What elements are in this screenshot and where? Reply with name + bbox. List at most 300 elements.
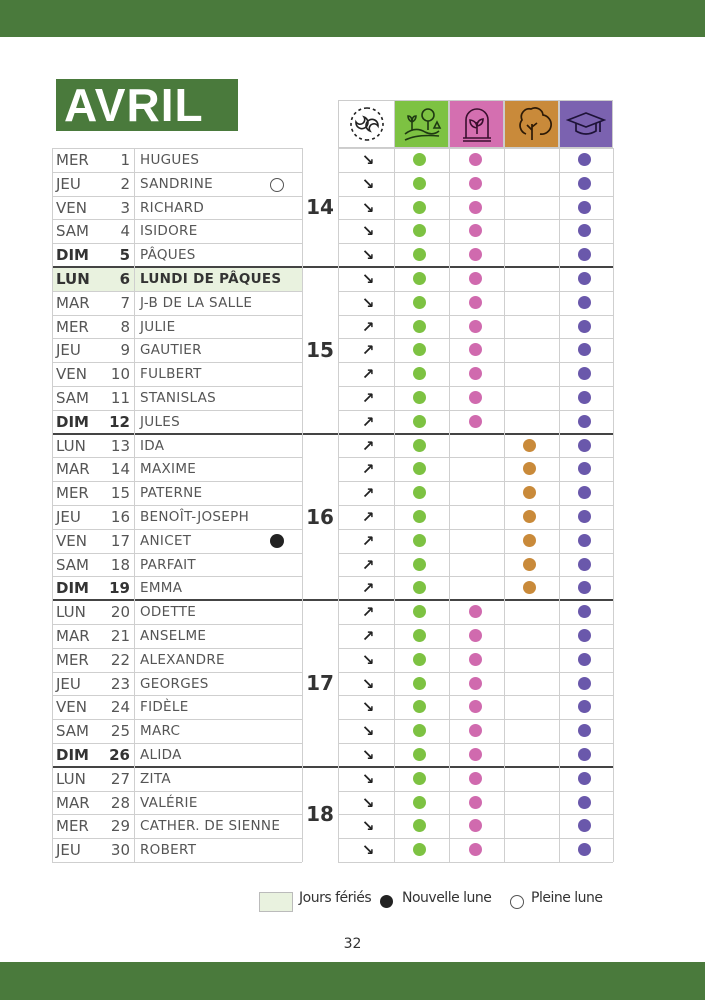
garden-dot <box>413 462 426 475</box>
day-number: 19 <box>109 579 130 598</box>
graduation-dot <box>578 153 591 166</box>
day-name: MAR <box>56 293 90 312</box>
column-line <box>504 148 505 862</box>
garden-dot <box>413 605 426 618</box>
arrow-up-right-icon: ↗ <box>361 555 375 574</box>
day-name: MER <box>56 650 89 669</box>
plant-dot <box>469 700 482 713</box>
row-line <box>52 838 302 839</box>
garden-dot <box>413 415 426 428</box>
week-number: 17 <box>306 671 334 696</box>
row-line <box>338 814 613 815</box>
garden-dot <box>413 534 426 547</box>
saint-name: PÂQUES <box>140 247 196 264</box>
saint-name: J-B DE LA SALLE <box>140 294 253 311</box>
saint-name: EMMA <box>140 580 183 597</box>
row-line <box>52 576 302 577</box>
row-line <box>52 362 302 363</box>
plant-dot <box>469 343 482 356</box>
top-band <box>0 0 705 37</box>
arrow-down-right-icon: ↘ <box>361 841 375 860</box>
graduation-dot <box>578 796 591 809</box>
graduation-dot <box>578 819 591 832</box>
garden-dot <box>413 819 426 832</box>
day-name: SAM <box>56 389 90 407</box>
graduation-dot <box>578 272 591 285</box>
day-name: JEU <box>56 674 81 693</box>
plant-dot <box>469 605 482 618</box>
table-row <box>52 791 302 815</box>
garden-dot <box>413 748 426 761</box>
arrow-up-right-icon: ↗ <box>361 603 375 622</box>
table-row <box>52 814 302 838</box>
day-name: DIM <box>56 412 89 431</box>
arrow-down-right-icon: ↘ <box>361 246 375 265</box>
garden-dot <box>413 653 426 666</box>
table-row <box>52 267 302 291</box>
day-number: 30 <box>110 841 130 860</box>
day-number: 14 <box>110 460 130 479</box>
saint-name: STANISLAS <box>140 390 216 406</box>
plant-dot <box>469 296 482 309</box>
table-row <box>52 434 302 458</box>
plant-dot <box>469 653 482 666</box>
header-moon-phases <box>338 100 395 148</box>
saint-name: HUGUES <box>140 152 200 168</box>
row-line <box>338 291 613 292</box>
plant-bell-icon <box>457 104 497 144</box>
column-line <box>338 148 339 862</box>
graduation-dot <box>578 201 591 214</box>
day-number: 22 <box>110 650 130 669</box>
graduation-dot <box>578 724 591 737</box>
graduation-dot <box>578 367 591 380</box>
tree-dot <box>523 462 536 475</box>
legend-full-moon: Pleine lune <box>531 890 603 906</box>
row-line <box>52 196 302 197</box>
row-line <box>338 148 613 149</box>
arrow-up-right-icon: ↗ <box>361 436 375 455</box>
arrow-down-right-icon: ↘ <box>361 293 375 312</box>
day-number: 25 <box>110 722 130 741</box>
arrow-down-right-icon: ↘ <box>361 793 375 812</box>
graduation-dot <box>578 320 591 333</box>
graduation-dot <box>578 510 591 523</box>
plant-dot <box>469 677 482 690</box>
row-line <box>338 719 613 720</box>
graduation-dot <box>578 391 591 404</box>
day-number: 2 <box>120 174 130 193</box>
table-row <box>52 838 302 862</box>
day-name: SAM <box>56 555 90 574</box>
day-number: 9 <box>120 341 130 360</box>
arrow-up-right-icon: ↗ <box>361 365 375 384</box>
saint-name: ROBERT <box>140 842 197 859</box>
row-line <box>52 338 302 339</box>
plant-dot <box>469 843 482 856</box>
garden-dot <box>413 510 426 523</box>
row-line <box>338 576 613 577</box>
day-name: MER <box>56 817 89 836</box>
row-line <box>52 148 302 149</box>
table-row <box>52 600 302 624</box>
graduation-dot <box>578 843 591 856</box>
arrow-up-right-icon: ↗ <box>361 460 375 479</box>
day-number: 21 <box>110 627 130 645</box>
row-line <box>52 672 302 673</box>
garden-dot <box>413 272 426 285</box>
garden-dot <box>413 724 426 737</box>
day-number: 8 <box>120 317 130 336</box>
garden-dot <box>413 796 426 809</box>
table-row <box>52 457 302 481</box>
table-row <box>52 196 302 220</box>
day-number: 27 <box>110 769 130 788</box>
table-row <box>52 291 302 315</box>
table-row <box>52 743 302 767</box>
arrow-down-right-icon: ↘ <box>361 270 375 288</box>
saint-name: CATHER. DE SIENNE <box>140 818 281 835</box>
saint-name: IDA <box>140 437 165 454</box>
garden-dot <box>413 224 426 237</box>
graduation-dot <box>578 677 591 690</box>
day-name: JEU <box>56 341 81 360</box>
row-line <box>338 505 613 506</box>
garden-dot <box>413 296 426 309</box>
day-name: MER <box>56 317 89 336</box>
saint-name: ALIDA <box>140 747 182 763</box>
day-name: LUN <box>56 270 90 288</box>
day-name: SAM <box>56 222 90 241</box>
full-moon-icon <box>270 178 284 192</box>
row-line <box>338 219 613 220</box>
day-number: 20 <box>110 603 130 622</box>
column-line <box>559 148 560 862</box>
legend-new-moon: Nouvelle lune <box>402 890 492 906</box>
table-row <box>52 624 302 648</box>
graduation-cap-icon <box>566 104 606 144</box>
table-row <box>52 219 302 243</box>
saint-name: ZITA <box>140 770 171 787</box>
row-line <box>338 672 613 673</box>
garden-dot <box>413 629 426 642</box>
tree-dot <box>523 439 536 452</box>
graduation-dot <box>578 534 591 547</box>
day-number: 13 <box>110 436 130 455</box>
arrow-up-right-icon: ↗ <box>361 341 375 360</box>
row-line <box>338 553 613 554</box>
saint-name: ANICET <box>140 532 192 549</box>
row-line <box>338 791 613 792</box>
graduation-dot <box>578 748 591 761</box>
arrow-down-right-icon: ↘ <box>361 817 375 836</box>
table-row <box>52 362 302 386</box>
row-line <box>52 624 302 625</box>
page-number: 32 <box>343 936 362 952</box>
saint-name: PARFAIT <box>140 556 196 573</box>
row-line <box>338 838 613 839</box>
day-number: 17 <box>110 531 130 550</box>
saint-name: JULES <box>140 413 180 430</box>
plant-dot <box>469 248 482 261</box>
arrow-down-right-icon: ↘ <box>361 650 375 669</box>
saint-name: JULIE <box>140 318 176 335</box>
graduation-dot <box>578 581 591 594</box>
saint-name: MARC <box>140 723 181 740</box>
arrow-up-right-icon: ↗ <box>361 508 375 526</box>
row-line <box>52 862 302 863</box>
day-name: LUN <box>56 769 86 788</box>
header-graduation <box>559 100 613 148</box>
table-row <box>52 648 302 672</box>
day-name: MAR <box>56 793 90 812</box>
saint-name: BENOÎT-JOSEPH <box>140 509 250 525</box>
row-line <box>52 529 302 530</box>
graduation-dot <box>578 296 591 309</box>
graduation-dot <box>578 558 591 571</box>
garden-icon <box>402 104 442 144</box>
week-number: 16 <box>306 504 334 529</box>
day-name: DIM <box>56 246 89 265</box>
row-line <box>52 791 302 792</box>
column-line <box>394 148 395 862</box>
plant-dot <box>469 153 482 166</box>
day-name: JEU <box>56 508 81 526</box>
garden-dot <box>413 843 426 856</box>
legend-full-moon-icon <box>510 895 524 909</box>
table-row <box>52 719 302 743</box>
table-row <box>52 767 302 791</box>
graduation-dot <box>578 343 591 356</box>
graduation-dot <box>578 629 591 642</box>
day-number: 11 <box>110 389 130 407</box>
day-number: 4 <box>120 222 130 241</box>
garden-dot <box>413 177 426 190</box>
plant-dot <box>469 224 482 237</box>
week-number: 18 <box>306 801 334 826</box>
plant-dot <box>469 320 482 333</box>
row-line <box>338 172 613 173</box>
arrow-up-right-icon: ↗ <box>361 389 375 407</box>
saint-name: VALÉRIE <box>140 794 198 811</box>
day-number: 29 <box>110 817 130 836</box>
day-name: MER <box>56 484 89 503</box>
plant-dot <box>469 748 482 761</box>
row-line <box>52 719 302 720</box>
graduation-dot <box>578 700 591 713</box>
day-name: LUN <box>56 436 86 455</box>
saint-name: MAXIME <box>140 461 197 478</box>
row-line <box>338 362 613 363</box>
row-line <box>52 291 302 292</box>
column-line <box>134 148 135 862</box>
arrow-up-right-icon: ↗ <box>361 412 375 431</box>
row-line <box>338 648 613 649</box>
saint-name: ANSELME <box>140 628 207 644</box>
table-row <box>52 672 302 696</box>
table-row <box>52 529 302 553</box>
arrow-up-right-icon: ↗ <box>361 484 375 503</box>
saint-name: PATERNE <box>140 485 203 502</box>
row-line <box>52 219 302 220</box>
garden-dot <box>413 558 426 571</box>
row-line <box>52 743 302 744</box>
plant-dot <box>469 796 482 809</box>
column-line <box>52 148 53 862</box>
plant-dot <box>469 772 482 785</box>
row-line <box>338 695 613 696</box>
header-plant <box>449 100 504 148</box>
row-line <box>52 648 302 649</box>
graduation-dot <box>578 462 591 475</box>
row-line <box>52 481 302 482</box>
graduation-dot <box>578 177 591 190</box>
column-line <box>449 148 450 862</box>
arrow-up-right-icon: ↗ <box>361 317 375 336</box>
garden-dot <box>413 367 426 380</box>
row-line <box>52 386 302 387</box>
garden-dot <box>413 677 426 690</box>
bottom-band <box>0 962 705 1000</box>
table-row <box>52 576 302 600</box>
legend-new-moon-icon <box>380 895 393 908</box>
legend-holiday-swatch <box>259 892 293 912</box>
row-line <box>52 457 302 458</box>
day-name: LUN <box>56 603 86 622</box>
row-line <box>338 386 613 387</box>
day-name: MAR <box>56 627 90 645</box>
row-line <box>338 315 613 316</box>
saint-name: RICHARD <box>140 199 205 216</box>
arrow-up-right-icon: ↗ <box>361 579 375 598</box>
column-line <box>613 148 614 862</box>
day-number: 15 <box>110 484 130 503</box>
day-name: MAR <box>56 460 90 479</box>
arrow-down-right-icon: ↘ <box>361 674 375 693</box>
row-line <box>338 196 613 197</box>
saint-name: LUNDI DE PÂQUES <box>140 271 282 287</box>
garden-dot <box>413 772 426 785</box>
arrow-up-right-icon: ↗ <box>361 531 375 550</box>
saint-name: FIDÈLE <box>140 699 189 716</box>
legend-holidays: Jours fériés <box>299 890 372 906</box>
saint-name: ODETTE <box>140 604 197 621</box>
arrow-down-right-icon: ↘ <box>361 151 375 169</box>
column-line <box>302 148 303 862</box>
day-number: 6 <box>119 270 130 288</box>
day-number: 1 <box>120 151 130 169</box>
table-row <box>52 410 302 434</box>
table-row <box>52 243 302 267</box>
arrow-down-right-icon: ↘ <box>361 722 375 741</box>
table-row <box>52 505 302 529</box>
table-row <box>52 553 302 577</box>
table-row <box>52 338 302 362</box>
tree-icon <box>512 104 552 144</box>
tree-dot <box>523 510 536 523</box>
saint-name: FULBERT <box>140 366 202 383</box>
graduation-dot <box>578 486 591 499</box>
table-row <box>52 386 302 410</box>
day-name: VEN <box>56 531 87 550</box>
day-name: MER <box>56 151 89 169</box>
table-row <box>52 695 302 719</box>
plant-dot <box>469 367 482 380</box>
garden-dot <box>413 581 426 594</box>
saint-name: GEORGES <box>140 675 209 692</box>
row-line <box>52 243 302 244</box>
day-name: JEU <box>56 841 81 860</box>
arrow-down-right-icon: ↘ <box>361 698 375 717</box>
plant-dot <box>469 201 482 214</box>
row-line <box>338 410 613 411</box>
saint-name: ISIDORE <box>140 223 198 240</box>
row-line <box>52 695 302 696</box>
table-row <box>52 148 302 172</box>
table-row <box>52 172 302 196</box>
moon-phases-icon <box>347 104 387 144</box>
garden-dot <box>413 700 426 713</box>
plant-dot <box>469 629 482 642</box>
row-line <box>338 624 613 625</box>
tree-dot <box>523 534 536 547</box>
graduation-dot <box>578 772 591 785</box>
arrow-up-right-icon: ↗ <box>361 627 375 645</box>
day-name: VEN <box>56 365 87 384</box>
saint-name: SANDRINE <box>140 175 213 192</box>
arrow-down-right-icon: ↘ <box>361 222 375 241</box>
plant-dot <box>469 415 482 428</box>
table-row <box>52 481 302 505</box>
day-number: 16 <box>110 508 130 526</box>
day-number: 24 <box>110 698 130 717</box>
garden-dot <box>413 201 426 214</box>
arrow-down-right-icon: ↘ <box>361 174 375 193</box>
plant-dot <box>469 819 482 832</box>
arrow-down-right-icon: ↘ <box>361 746 375 764</box>
day-number: 18 <box>110 555 130 574</box>
row-line <box>338 481 613 482</box>
garden-dot <box>413 248 426 261</box>
graduation-dot <box>578 439 591 452</box>
saint-name: ALEXANDRE <box>140 651 225 668</box>
saint-name: GAUTIER <box>140 342 202 359</box>
graduation-dot <box>578 415 591 428</box>
tree-dot <box>523 558 536 571</box>
day-number: 5 <box>119 246 130 265</box>
arrow-down-right-icon: ↘ <box>361 198 375 217</box>
day-number: 26 <box>109 746 130 764</box>
day-name: SAM <box>56 722 90 741</box>
garden-dot <box>413 391 426 404</box>
row-line <box>52 553 302 554</box>
graduation-dot <box>578 248 591 261</box>
day-number: 10 <box>110 365 130 384</box>
week-number: 15 <box>306 338 334 362</box>
day-name: JEU <box>56 174 81 193</box>
day-number: 7 <box>120 293 130 312</box>
new-moon-icon <box>270 534 284 548</box>
garden-dot <box>413 320 426 333</box>
row-line <box>338 457 613 458</box>
row-line <box>338 529 613 530</box>
day-name: VEN <box>56 698 87 717</box>
garden-dot <box>413 153 426 166</box>
day-number: 12 <box>109 412 130 431</box>
garden-dot <box>413 439 426 452</box>
row-line <box>338 743 613 744</box>
row-line <box>338 243 613 244</box>
